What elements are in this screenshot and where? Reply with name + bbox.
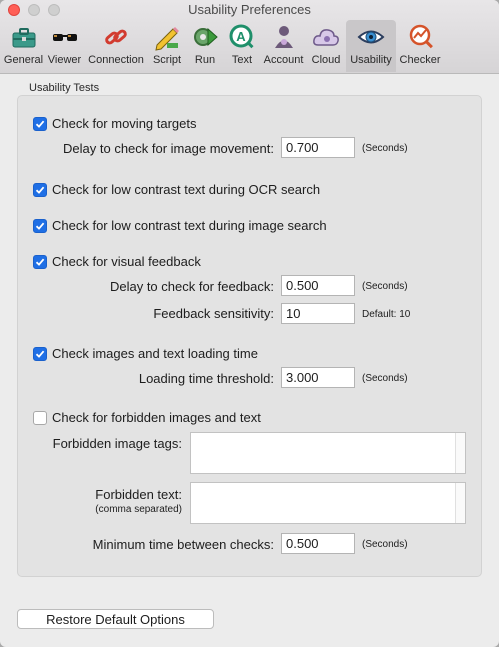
min-time-label: Minimum time between checks:: [92, 537, 274, 552]
glasses-icon: [51, 23, 79, 51]
tab-script[interactable]: [147, 20, 187, 72]
feedback-delay-label: Delay to check for feedback:: [109, 279, 274, 294]
tab-general-label: General: [3, 54, 44, 66]
tab-connection-label: Connection: [88, 54, 144, 66]
tab-cloud-label: Cloud: [311, 54, 341, 66]
checkmark-icon: [35, 257, 45, 267]
tab-cloud[interactable]: [306, 20, 346, 72]
restore-defaults-button[interactable]: Restore Default Options: [17, 609, 214, 629]
person-icon: [270, 23, 298, 51]
loading-time-checkbox[interactable]: [33, 347, 47, 361]
feedback-sensitivity-label: Feedback sensitivity:: [153, 306, 274, 321]
visual-feedback-label: Check for visual feedback: [52, 254, 201, 269]
tab-account[interactable]: [261, 20, 306, 72]
chart-magnifier-icon: [406, 23, 434, 51]
eye-icon: [357, 23, 385, 51]
forbidden-checkbox[interactable]: [33, 411, 47, 425]
window-title: Usability Preferences: [188, 2, 311, 17]
tab-usability-label: Usability: [350, 54, 392, 66]
loading-threshold-input[interactable]: [281, 367, 355, 388]
ocr-contrast-checkbox[interactable]: [33, 183, 47, 197]
forbidden-tags-label: Forbidden image tags:: [52, 436, 182, 451]
image-search-contrast-checkbox[interactable]: [33, 219, 47, 233]
forbidden-text-scrollbar[interactable]: [455, 483, 465, 523]
checkmark-icon: [35, 221, 45, 231]
visual-feedback-checkbox-row[interactable]: [33, 254, 201, 269]
feedback-sensitivity-default: Default: 10: [362, 309, 411, 320]
tab-viewer[interactable]: [44, 20, 85, 72]
usability-tests-group-title: Usability Tests: [29, 82, 100, 94]
ocr-contrast-checkbox-row[interactable]: [33, 182, 320, 197]
tab-checker[interactable]: [396, 20, 444, 72]
tab-script-label: Script: [152, 54, 182, 66]
tab-checker-label: Checker: [399, 54, 441, 66]
moving-targets-label: Check for moving targets: [52, 116, 197, 131]
forbidden-tags-textarea[interactable]: [190, 432, 466, 474]
title-bar: [0, 0, 499, 74]
feedback-delay-unit: (Seconds): [362, 281, 408, 292]
feedback-sensitivity-input[interactable]: [281, 303, 355, 324]
preferences-toolbar: [3, 20, 444, 72]
tab-viewer-label: Viewer: [47, 54, 82, 66]
min-time-unit: (Seconds): [362, 539, 408, 550]
svg-text:A: A: [236, 29, 246, 44]
play-gear-icon: [191, 23, 219, 51]
cloud-icon: [312, 23, 340, 51]
tab-text[interactable]: [223, 20, 261, 72]
chain-link-icon: [102, 23, 130, 51]
toolbox-icon: [10, 23, 38, 51]
forbidden-text-label: Forbidden text:: [95, 487, 182, 502]
movement-delay-input[interactable]: [281, 137, 355, 158]
tab-usability[interactable]: [346, 20, 396, 72]
forbidden-text-textarea[interactable]: [190, 482, 466, 524]
forbidden-tags-scrollbar[interactable]: [455, 433, 465, 473]
image-search-contrast-label: Check for low contrast text during image search: [52, 218, 327, 233]
forbidden-checkbox-row[interactable]: [33, 410, 261, 425]
tab-run-label: Run: [194, 54, 216, 66]
checkmark-icon: [35, 119, 45, 129]
loading-threshold-label: Loading time threshold:: [138, 371, 274, 386]
loading-time-label: Check images and text loading time: [52, 346, 258, 361]
letter-a-icon: [228, 23, 256, 51]
moving-targets-checkbox[interactable]: [33, 117, 47, 131]
movement-delay-unit: (Seconds): [362, 143, 408, 154]
tab-text-label: Text: [231, 54, 253, 66]
tab-account-label: Account: [263, 54, 304, 66]
checkmark-icon: [35, 349, 45, 359]
forbidden-text-label-group: [40, 487, 182, 515]
forbidden-label: Check for forbidden images and text: [52, 410, 261, 425]
min-time-input[interactable]: [281, 533, 355, 554]
feedback-delay-input[interactable]: [281, 275, 355, 296]
moving-targets-checkbox-row[interactable]: [33, 116, 197, 131]
pencil-script-icon: [153, 23, 181, 51]
forbidden-text-sublabel: (comma separated): [95, 504, 182, 515]
loading-threshold-unit: (Seconds): [362, 373, 408, 384]
tab-general[interactable]: [3, 20, 44, 72]
movement-delay-label: Delay to check for image movement:: [63, 141, 274, 156]
visual-feedback-checkbox[interactable]: [33, 255, 47, 269]
checkmark-icon: [35, 185, 45, 195]
ocr-contrast-label: Check for low contrast text during OCR search: [52, 182, 321, 197]
tab-run[interactable]: [187, 20, 223, 72]
loading-time-checkbox-row[interactable]: [33, 346, 258, 361]
tab-connection[interactable]: [85, 20, 147, 72]
image-search-contrast-checkbox-row[interactable]: [33, 218, 327, 233]
